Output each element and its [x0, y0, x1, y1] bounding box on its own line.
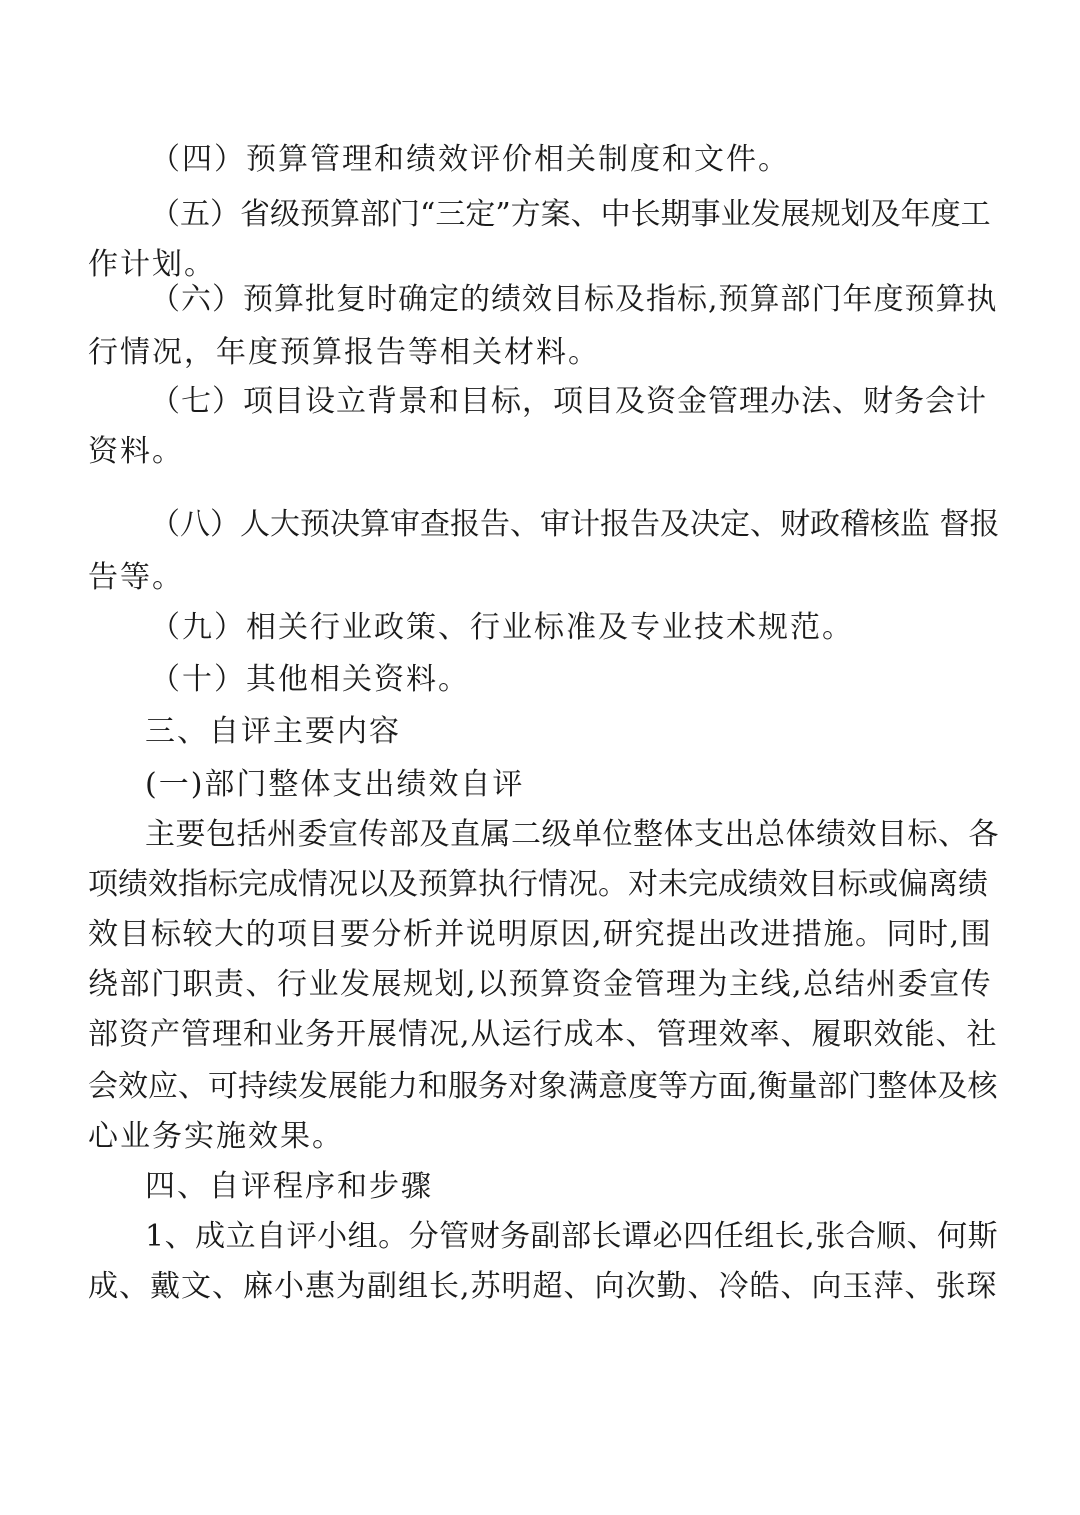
paragraph-line-3: 效目标较大的项目要分析并说明原因,研究提出改进措施。同时,围	[88, 917, 993, 952]
paragraph-line-5: 部资产管理和业务开展情况,从运行成本、管理效率、履职效能、社	[88, 1017, 998, 1052]
section-3-heading: 三、自评主要内容	[145, 714, 401, 749]
paragraph-line-6: 会效应、可持续发展能力和服务对象满意度等方面,衡量部门整体及核	[88, 1069, 998, 1104]
paragraph-line-7: 心业务实施效果。	[88, 1119, 344, 1154]
line-item-9-heading: （九）相关行业政策、行业标准及专业技术规范。	[150, 610, 854, 645]
step-1-line-2: 成、戴文、麻小惠为副组长,苏明超、向次勤、冷皓、向玉萍、张琛	[88, 1269, 998, 1304]
step-1-line-1: 1、成立自评小组。分管财务副部长谭必四任组长,张合顺、何斯	[145, 1219, 999, 1254]
line-item-5-cont: 作计划。	[88, 247, 216, 282]
line-item-6-cont: 行情况，年度预算报告等相关材料。	[88, 335, 600, 370]
line-item-6-heading: （六）预算批复时确定的绩效目标及指标,预算部门年度预算执	[150, 282, 998, 317]
line-item-8-cont: 告等。	[88, 560, 184, 595]
section-4-heading: 四、自评程序和步骤	[145, 1169, 433, 1204]
line-item-8-heading: （八）人大预决算审查报告、审计报告及决定、财政稽核监 督报	[150, 507, 1000, 542]
line-item-7-heading: （七）项目设立背景和目标，项目及资金管理办法、财务会计	[150, 384, 987, 419]
line-item-4-heading: （四）预算管理和绩效评价相关制度和文件。	[150, 142, 790, 177]
line-item-7-cont: 资料。	[88, 434, 184, 469]
line-item-5-heading: （五）省级预算部门“三定”方案、中长期事业发展规划及年度工	[150, 197, 991, 232]
subsection-1-heading: (一)部门整体支出绩效自评	[145, 767, 525, 802]
paragraph-line-4: 绕部门职责、行业发展规划,以预算资金管理为主线,总结州委宣传	[88, 967, 993, 1002]
line-item-10-heading: （十）其他相关资料。	[150, 662, 470, 697]
paragraph-line-1: 主要包括州委宣传部及直属二级单位整体支出总体绩效目标、各	[145, 817, 999, 852]
paragraph-line-2: 项绩效指标完成情况以及预算执行情况。对未完成绩效目标或偏离绩	[88, 867, 988, 902]
